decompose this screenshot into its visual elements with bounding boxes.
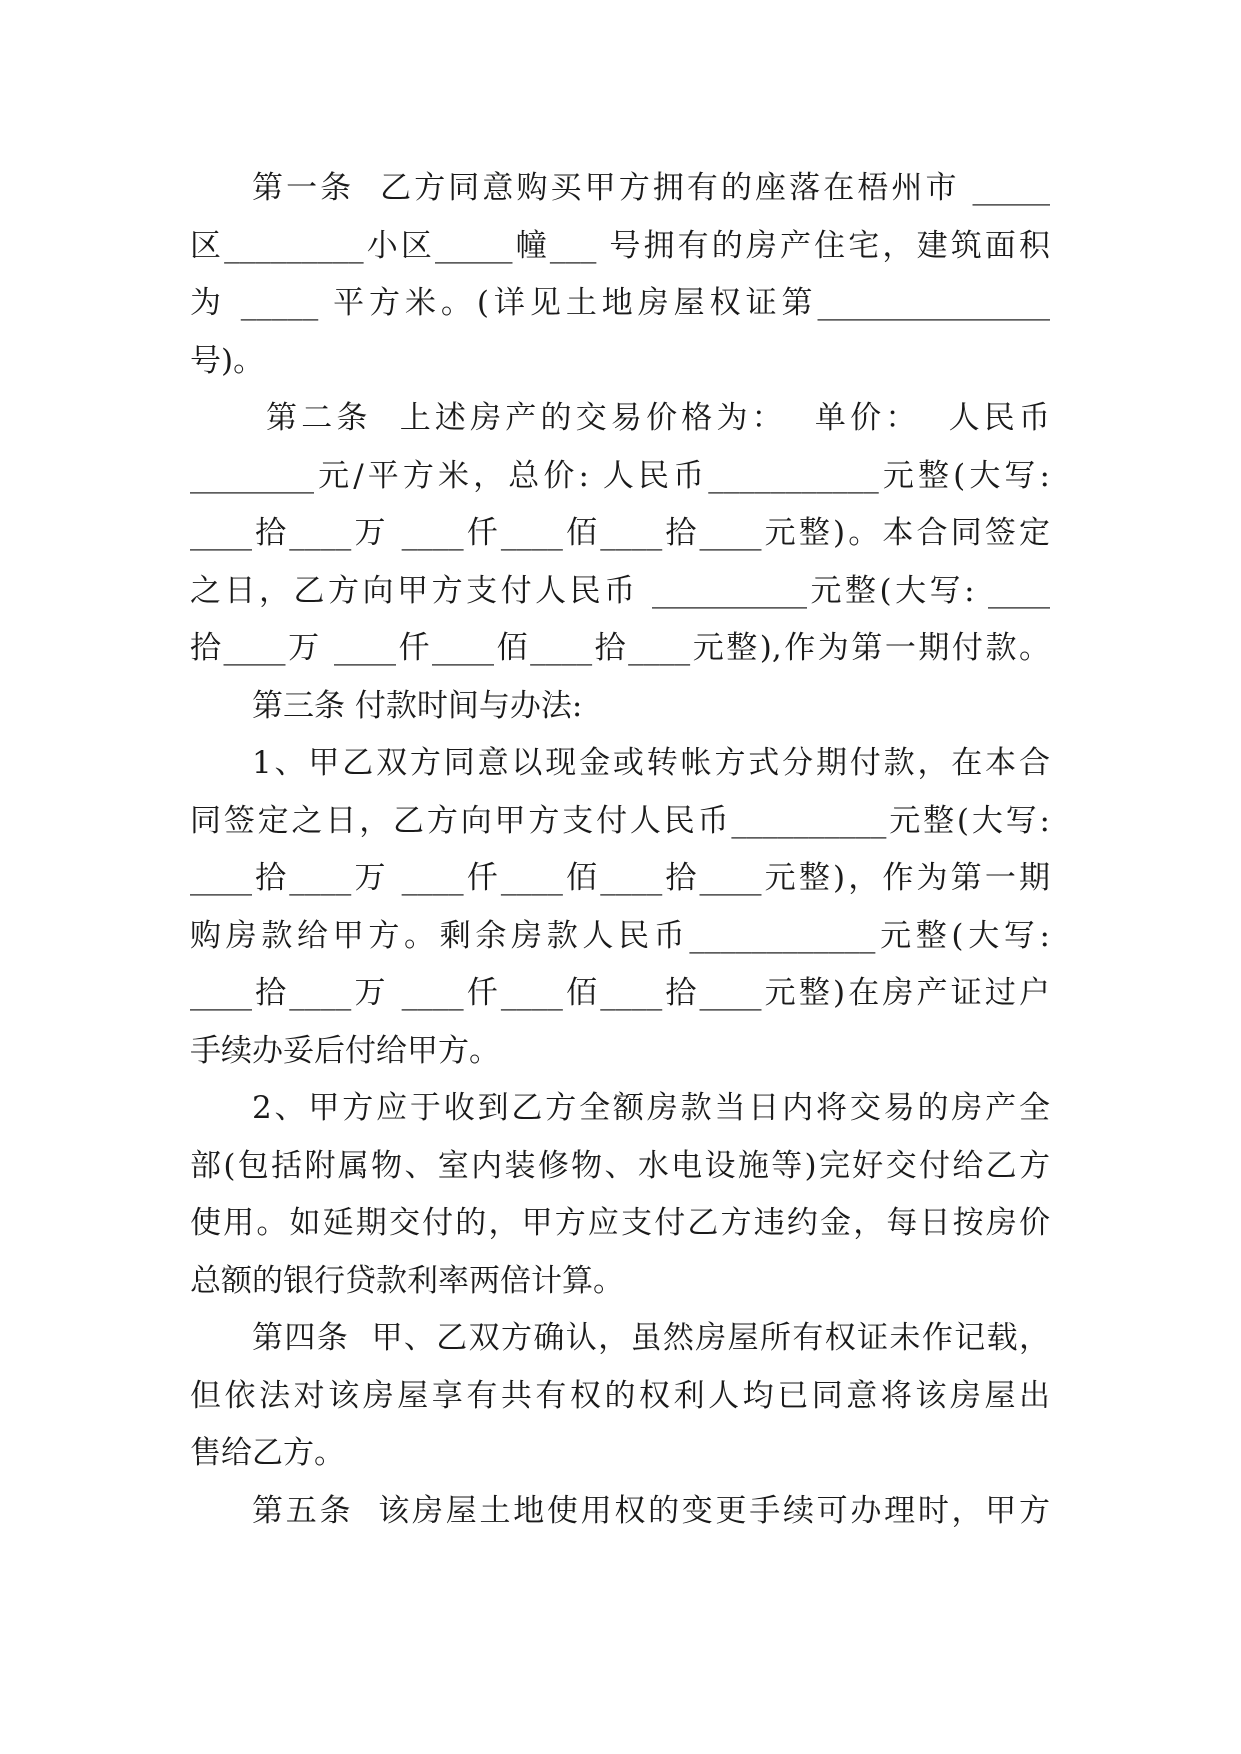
clause-2-line-1: 第二条 上述房产的交易价格为： 单价： 人民币 [252,400,1050,436]
clause-2-line-4: 之日，乙方向甲方支付人民币 __________元整(大写: ____ [190,573,1050,609]
clause-3-heading: 第三条 付款时间与办法: [252,688,583,724]
clause-3-item-1-line-5: ____拾____万 ____仟____佰____拾____元整)在房产证过户 [190,975,1050,1011]
clause-3-item-2-line-3: 使用。如延期交付的，甲方应支付乙方违约金，每日按房价 [190,1205,1050,1241]
clause-4-line-3: 售给乙方。 [190,1435,345,1471]
clause-3-item-1-line-3: ____拾____万 ____仟____佰____拾____元整)，作为第一期 [190,860,1050,896]
clause-3-item-1-line-2: 同签定之日，乙方向甲方支付人民币__________元整(大写: [190,803,1050,839]
clause-4-line-2: 但依法对该房屋享有共有权的权利人均已同意将该房屋出 [190,1378,1050,1414]
clause-3-item-1-line-4: 购房款给甲方。剩余房款人民币____________元整(大写: [190,918,1050,954]
clause-1-line-4: 号)。 [190,343,265,379]
clause-3-item-1-line-1: 1、甲乙双方同意以现金或转帐方式分期付款，在本合 [252,745,1050,781]
clause-5-line-1: 第五条 该房屋土地使用权的变更手续可办理时，甲方 [252,1493,1050,1529]
clause-1-line-3: 为 _____ 平方米。(详见土地房屋权证第_______________ [190,285,1050,321]
clause-3-item-2-line-1: 2、甲方应于收到乙方全额房款当日内将交易的房产全 [252,1090,1050,1126]
clause-3-item-2-line-4: 总额的银行贷款利率两倍计算。 [190,1263,624,1299]
clause-1-line-1: 第一条 乙方同意购买甲方拥有的座落在梧州市 _____ [252,170,1050,206]
clause-2-line-3: ____拾____万 ____仟____佰____拾____元整)。本合同签定 [190,515,1050,551]
clause-4-line-1: 第四条 甲、乙双方确认，虽然房屋所有权证未作记载， [252,1320,1050,1356]
clause-1-line-2: 区_________小区_____幢___ 号拥有的房产住宅，建筑面积 [190,228,1050,264]
clause-2-line-2: ________元/平方米，总价: 人民币___________元整(大写: [190,458,1050,494]
clause-3-item-1-line-6: 手续办妥后付给甲方。 [190,1033,500,1069]
clause-3-item-2-line-2: 部(包括附属物、室内装修物、水电设施等)完好交付给乙方 [190,1148,1050,1184]
clause-2-line-5: 拾____万 ____仟____佰____拾____元整),作为第一期付款。 [190,630,1050,666]
